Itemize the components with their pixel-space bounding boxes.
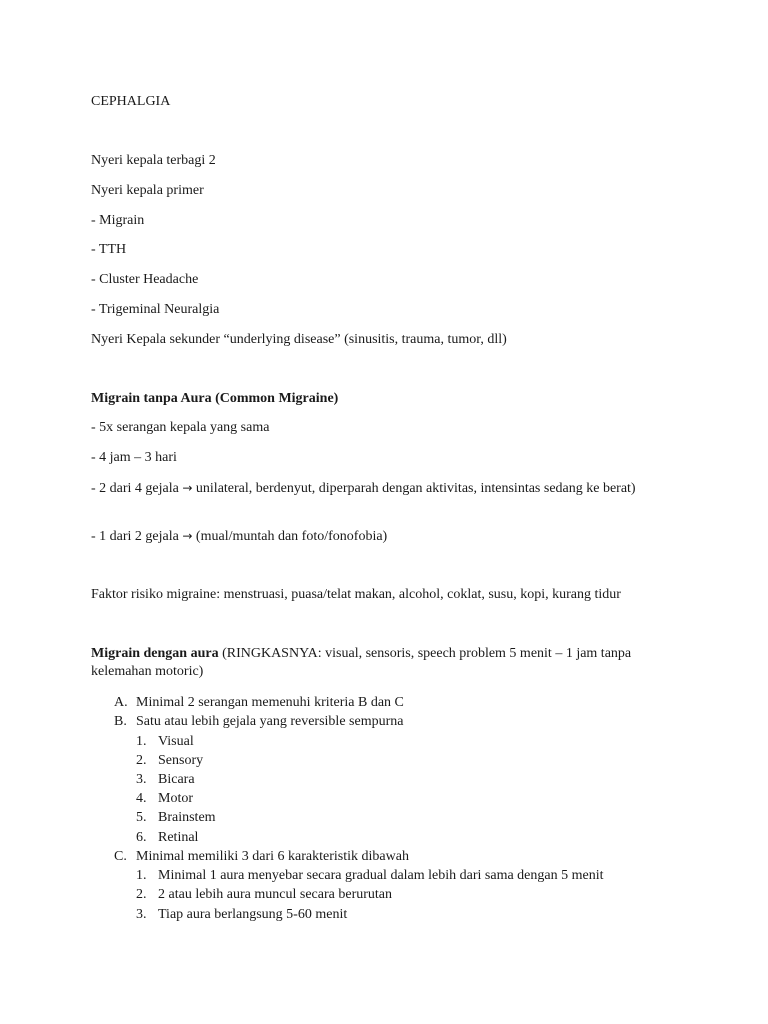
sublist-item: Minimal 1 aura menyebar secara gradual dalam lebih dari sama dengan 5 menit (158, 868, 604, 883)
primary-item-trigeminal: - Trigeminal Neuralgia (91, 302, 220, 317)
criteria-item-1: - 5x serangan kepala yang sama (91, 420, 270, 435)
sublist-marker: 2. (136, 887, 147, 902)
sublist-item: Visual (158, 734, 194, 749)
sublist-item: 2 atau lebih aura muncul secara berurutan (158, 887, 393, 902)
criteria-item-4-post: (mual/muntah dan foto/fonofobia) (192, 529, 388, 544)
primary-item-migrain: - Migrain (91, 213, 145, 228)
list-item: Satu atau lebih gejala yang reversible sempurna (136, 714, 404, 729)
migraine-without-aura-heading: Migrain tanpa Aura (Common Migraine) (91, 391, 339, 406)
list-marker: A. (114, 695, 128, 710)
criteria-item-4-pre: - 1 dari 2 gejala (91, 529, 179, 544)
sublist-item: Motor (158, 791, 193, 806)
migraine-with-aura-heading (91, 645, 666, 681)
sublist-marker: 2. (136, 753, 147, 768)
criteria-item-3 (91, 479, 666, 498)
primary-item-cluster: - Cluster Headache (91, 272, 199, 287)
list-item: Minimal 2 serangan memenuhi kriteria B dan C (136, 695, 404, 710)
sublist-item: Retinal (158, 830, 199, 845)
list-marker: C. (114, 849, 127, 864)
sublist-marker: 4. (136, 791, 147, 806)
sublist-item: Bicara (158, 772, 195, 787)
arrow-right-icon: → (182, 481, 193, 495)
sublist-marker: 5. (136, 810, 147, 825)
sublist-item: Sensory (158, 753, 204, 768)
sublist-marker: 3. (136, 772, 147, 787)
document-title: CEPHALGIA (91, 94, 171, 109)
sublist-marker: 1. (136, 868, 147, 883)
sublist-item: Brainstem (158, 810, 216, 825)
primary-headache-heading: Nyeri kepala primer (91, 183, 204, 198)
migraine-with-aura-summary: (RINGKASNYA: visual, sensoris, speech problem 5 menit – 1 jam tanpa kelemahan motoric) (91, 646, 632, 679)
list-item: Minimal memiliki 3 dari 6 karakteristik dibawah (136, 849, 409, 864)
criteria-item-3-pre: - 2 dari 4 gejala (91, 481, 179, 496)
arrow-right-icon: → (182, 529, 193, 543)
criteria-item-4 (91, 527, 387, 546)
sublist-marker: 6. (136, 830, 147, 845)
primary-item-tth: - TTH (91, 242, 127, 257)
migraine-with-aura-title: Migrain dengan aura (91, 646, 219, 661)
sublist-marker: 1. (136, 734, 147, 749)
headache-intro: Nyeri kepala terbagi 2 (91, 153, 216, 168)
list-marker: B. (114, 714, 127, 729)
criteria-item-3-post: unilateral, berdenyut, diperparah dengan aktivitas, intensintas sedang ke berat) (192, 481, 636, 496)
sublist-item: Tiap aura berlangsung 5-60 menit (158, 907, 348, 922)
sublist-marker: 3. (136, 907, 147, 922)
secondary-headache: Nyeri Kepala sekunder “underlying disease” (sinusitis, trauma, tumor, dll) (91, 332, 507, 347)
criteria-item-2: - 4 jam – 3 hari (91, 450, 177, 465)
migraine-risk-factors: Faktor risiko migraine: menstruasi, puasa/telat makan, alcohol, coklat, susu, kopi, kurang tidur (91, 587, 621, 602)
